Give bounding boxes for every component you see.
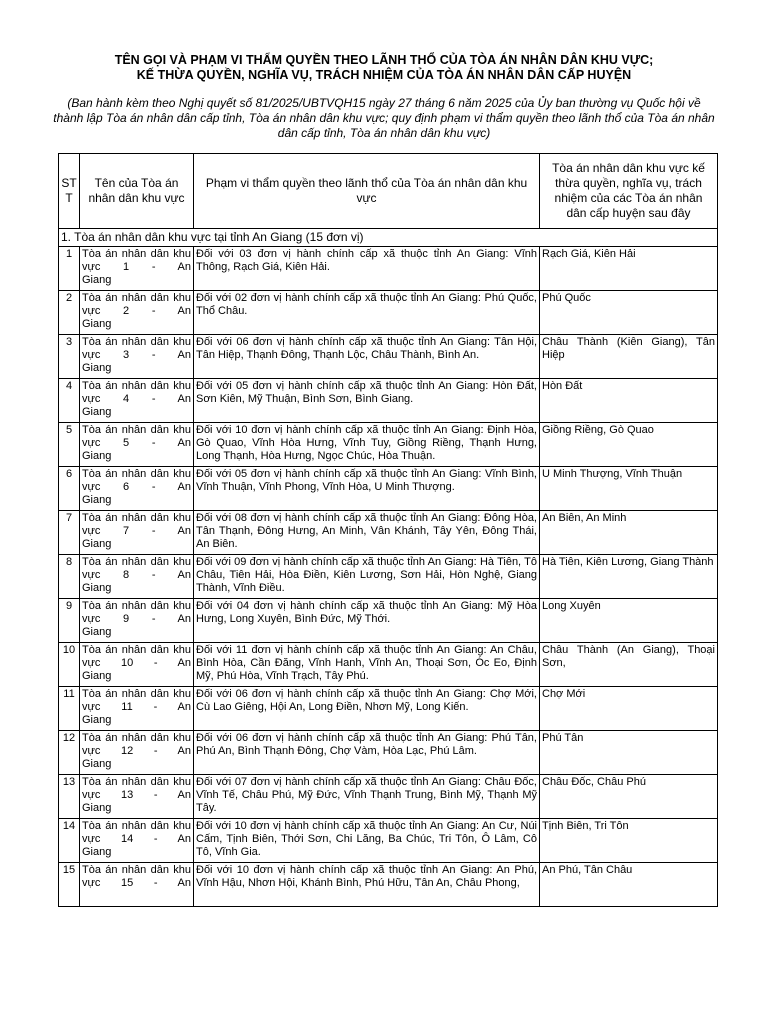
row-court-name xyxy=(80,335,194,379)
row-successor: Long Xuyên xyxy=(540,599,718,643)
table-row xyxy=(59,555,718,599)
row-successor: Châu Thành (An Giang), Thoại Sơn, xyxy=(540,643,718,687)
row-court-name xyxy=(80,863,194,907)
section-title: 1. Tòa án nhân dân khu vực tại tỉnh An Giang (15 đơn vị) xyxy=(59,229,718,247)
title-line-2: KẾ THỪA QUYỀN, NGHĨA VỤ, TRÁCH NHIỆM CỦA TÒA ÁN NHÂN DÂN CẤP HUYỆN xyxy=(136,68,632,82)
section-row xyxy=(59,229,718,247)
row-stt: 1 xyxy=(59,247,80,291)
row-scope: Đối với 10 đơn vị hành chính cấp xã thuộc tỉnh An Giang: An Phú, Vĩnh Hậu, Nhơn Hội, Khánh Bình, Phú Hữu, Tân An, Châu Phong, xyxy=(194,863,540,907)
row-scope: Đối với 10 đơn vị hành chính cấp xã thuộc tỉnh An Giang: An Cư, Núi Cấm, Tịnh Biên, Thới Sơn, Chi Lăng, Ba Chúc, Tri Tôn, Ô Lâm, Cô Tô, Vĩnh Gia. xyxy=(194,819,540,863)
court-name-province: Giang xyxy=(82,846,112,858)
row-successor: An Phú, Tân Châu xyxy=(540,863,718,907)
row-stt: 2 xyxy=(59,291,80,335)
table-row xyxy=(59,379,718,423)
row-stt: 10 xyxy=(59,643,80,687)
court-name-province: Giang xyxy=(82,274,112,286)
row-stt: 9 xyxy=(59,599,80,643)
row-scope: Đối với 07 đơn vị hành chính cấp xã thuộc tỉnh An Giang: Châu Đốc, Vĩnh Tế, Châu Phú, Mỹ Đức, Vĩnh Thạnh Trung, Bình Mỹ, Thạnh Mỹ Tây. xyxy=(194,775,540,819)
court-name-province: Giang xyxy=(82,318,112,330)
court-name-text: Tòa án nhân dân khu vực 14 - An xyxy=(82,820,191,845)
row-successor: Hà Tiên, Kiên Lương, Giang Thành xyxy=(540,555,718,599)
row-successor: Giồng Riềng, Gò Quao xyxy=(540,423,718,467)
table-row xyxy=(59,731,718,775)
row-successor: Phú Tân xyxy=(540,731,718,775)
row-court-name xyxy=(80,291,194,335)
row-court-name xyxy=(80,379,194,423)
row-stt: 15 xyxy=(59,863,80,907)
court-name-province: Giang xyxy=(82,406,112,418)
row-court-name xyxy=(80,555,194,599)
court-name-text: Tòa án nhân dân khu vực 4 - An xyxy=(82,380,191,405)
row-stt: 13 xyxy=(59,775,80,819)
row-stt: 14 xyxy=(59,819,80,863)
row-scope: Đối với 06 đơn vị hành chính cấp xã thuộc tỉnh An Giang: Tân Hội, Tân Hiệp, Thạnh Đông, Thạnh Lộc, Châu Thành, Bình An. xyxy=(194,335,540,379)
row-scope: Đối với 06 đơn vị hành chính cấp xã thuộc tỉnh An Giang: Phú Tân, Phú An, Bình Thạnh Đông, Chợ Vàm, Hòa Lạc, Phú Lâm. xyxy=(194,731,540,775)
row-stt: 3 xyxy=(59,335,80,379)
row-court-name xyxy=(80,775,194,819)
row-successor: Tịnh Biên, Tri Tôn xyxy=(540,819,718,863)
court-name-province: Giang xyxy=(82,670,112,682)
table-row xyxy=(59,335,718,379)
row-successor: Rạch Giá, Kiên Hải xyxy=(540,247,718,291)
court-name-text: Tòa án nhân dân khu vực 11 - An xyxy=(82,688,191,713)
header-court-name: Tên của Tòa án nhân dân khu vực xyxy=(80,154,194,229)
row-court-name xyxy=(80,423,194,467)
court-name-province: Giang xyxy=(82,626,112,638)
row-successor: Phú Quốc xyxy=(540,291,718,335)
row-scope: Đối với 03 đơn vị hành chính cấp xã thuộc tỉnh An Giang: Vĩnh Thông, Rạch Giá, Kiên Hải. xyxy=(194,247,540,291)
row-scope: Đối với 09 đơn vị hành chính cấp xã thuộc tỉnh An Giang: Hà Tiên, Tô Châu, Tiên Hải, Hòa Điền, Kiên Lương, Sơn Hải, Hòn Nghệ, Giang Thành, Vĩnh Điều. xyxy=(194,555,540,599)
court-name-text: Tòa án nhân dân khu vực 5 - An xyxy=(82,424,191,449)
table-row xyxy=(59,599,718,643)
row-stt: 11 xyxy=(59,687,80,731)
row-court-name xyxy=(80,819,194,863)
row-court-name xyxy=(80,511,194,555)
row-stt: 7 xyxy=(59,511,80,555)
row-stt: 6 xyxy=(59,467,80,511)
row-successor: Chợ Mới xyxy=(540,687,718,731)
row-successor: An Biên, An Minh xyxy=(540,511,718,555)
court-name-province: Giang xyxy=(82,582,112,594)
row-scope: Đối với 08 đơn vị hành chính cấp xã thuộc tỉnh An Giang: Đông Hòa, Tân Thạnh, Đông Hưng, An Minh, Vân Khánh, Tây Yên, Đông Thái, An Biên. xyxy=(194,511,540,555)
table-header-row xyxy=(59,154,718,229)
court-name-text: Tòa án nhân dân khu vực 12 - An xyxy=(82,732,191,757)
row-successor: Châu Đốc, Châu Phú xyxy=(540,775,718,819)
court-name-province: Giang xyxy=(82,758,112,770)
court-name-text: Tòa án nhân dân khu vực 9 - An xyxy=(82,600,191,625)
table-row xyxy=(59,775,718,819)
court-name-province: Giang xyxy=(82,450,112,462)
table-row xyxy=(59,247,718,291)
table-row xyxy=(59,511,718,555)
row-stt: 12 xyxy=(59,731,80,775)
header-scope: Phạm vi thẩm quyền theo lãnh thổ của Tòa án nhân dân khu vực xyxy=(194,154,540,229)
row-scope: Đối với 10 đơn vị hành chính cấp xã thuộc tỉnh An Giang: Định Hòa, Gò Quao, Vĩnh Hòa Hưng, Vĩnh Tuy, Giồng Riềng, Thạnh Hưng, Long Thạnh, Hòa Hưng, Ngọc Chúc, Hòa Thuận. xyxy=(194,423,540,467)
court-name-text: Tòa án nhân dân khu vực 7 - An xyxy=(82,512,191,537)
row-court-name xyxy=(80,467,194,511)
court-name-text: Tòa án nhân dân khu vực 10 - An xyxy=(82,644,191,669)
court-name-text: Tòa án nhân dân khu vực 15 - An xyxy=(82,864,191,889)
court-name-province: Giang xyxy=(82,802,112,814)
row-court-name xyxy=(80,643,194,687)
row-court-name xyxy=(80,599,194,643)
title-line-1: TÊN GỌI VÀ PHẠM VI THẨM QUYỀN THEO LÃNH THỔ CỦA TÒA ÁN NHÂN DÂN KHU VỰC; xyxy=(114,53,654,67)
row-scope: Đối với 06 đơn vị hành chính cấp xã thuộc tỉnh An Giang: Chợ Mới, Cù Lao Giêng, Hội An, Long Điền, Nhơn Mỹ, Long Kiến. xyxy=(194,687,540,731)
court-name-text: Tòa án nhân dân khu vực 8 - An xyxy=(82,556,191,581)
row-court-name xyxy=(80,731,194,775)
court-name-province: Giang xyxy=(82,494,112,506)
header-stt: STT xyxy=(59,154,80,229)
row-scope: Đối với 05 đơn vị hành chính cấp xã thuộc tỉnh An Giang: Vĩnh Bình, Vĩnh Thuận, Vĩnh Phong, Vĩnh Hòa, U Minh Thượng. xyxy=(194,467,540,511)
court-name-text: Tòa án nhân dân khu vực 3 - An xyxy=(82,336,191,361)
document-title xyxy=(60,53,708,83)
table-row xyxy=(59,643,718,687)
row-scope: Đối với 02 đơn vị hành chính cấp xã thuộc tỉnh An Giang: Phú Quốc, Thổ Châu. xyxy=(194,291,540,335)
court-name-text: Tòa án nhân dân khu vực 6 - An xyxy=(82,468,191,493)
row-scope: Đối với 11 đơn vị hành chính cấp xã thuộc tỉnh An Giang: An Châu, Bình Hòa, Cần Đăng, Vĩnh Hanh, Vĩnh An, Thoại Sơn, Óc Eo, Định Mỹ, Phú Hòa, Vĩnh Trạch, Tây Phú. xyxy=(194,643,540,687)
row-stt: 8 xyxy=(59,555,80,599)
table-row xyxy=(59,819,718,863)
row-scope: Đối với 05 đơn vị hành chính cấp xã thuộc tỉnh An Giang: Hòn Đất, Sơn Kiên, Mỹ Thuận, Bình Sơn, Bình Giang. xyxy=(194,379,540,423)
table-row xyxy=(59,687,718,731)
row-stt: 4 xyxy=(59,379,80,423)
row-successor: U Minh Thượng, Vĩnh Thuận xyxy=(540,467,718,511)
court-name-province: Giang xyxy=(82,362,112,374)
row-stt: 5 xyxy=(59,423,80,467)
court-name-province: Giang xyxy=(82,538,112,550)
row-court-name xyxy=(80,687,194,731)
row-successor: Hòn Đất xyxy=(540,379,718,423)
table-row xyxy=(59,423,718,467)
court-name-text: Tòa án nhân dân khu vực 2 - An xyxy=(82,292,191,317)
court-name-text: Tòa án nhân dân khu vực 1 - An xyxy=(82,248,191,273)
document-subtitle: (Ban hành kèm theo Nghị quyết số 81/2025/UBTVQH15 ngày 27 tháng 6 năm 2025 của Ủy ban thường vụ Quốc hội về thành lập Tòa án nhân dân cấp tỉnh, Tòa án nhân dân khu vực; quy định phạm vi thẩm quyền theo lãnh thổ của Tòa án nhân dân cấp tỉnh, Tòa án nhân dân khu vực) xyxy=(53,96,715,140)
table-row xyxy=(59,863,718,907)
court-name-province: Giang xyxy=(82,714,112,726)
row-successor: Châu Thành (Kiên Giang), Tân Hiệp xyxy=(540,335,718,379)
header-successor: Tòa án nhân dân khu vực kế thừa quyền, nghĩa vụ, trách nhiệm của các Tòa án nhân dân cấp huyện sau đây xyxy=(540,154,718,229)
row-court-name xyxy=(80,247,194,291)
row-scope: Đối với 04 đơn vị hành chính cấp xã thuộc tỉnh An Giang: Mỹ Hòa Hưng, Long Xuyên, Bình Đức, Mỹ Thới. xyxy=(194,599,540,643)
court-name-text: Tòa án nhân dân khu vực 13 - An xyxy=(82,776,191,801)
table-row xyxy=(59,467,718,511)
table-row xyxy=(59,291,718,335)
court-table xyxy=(58,153,718,907)
